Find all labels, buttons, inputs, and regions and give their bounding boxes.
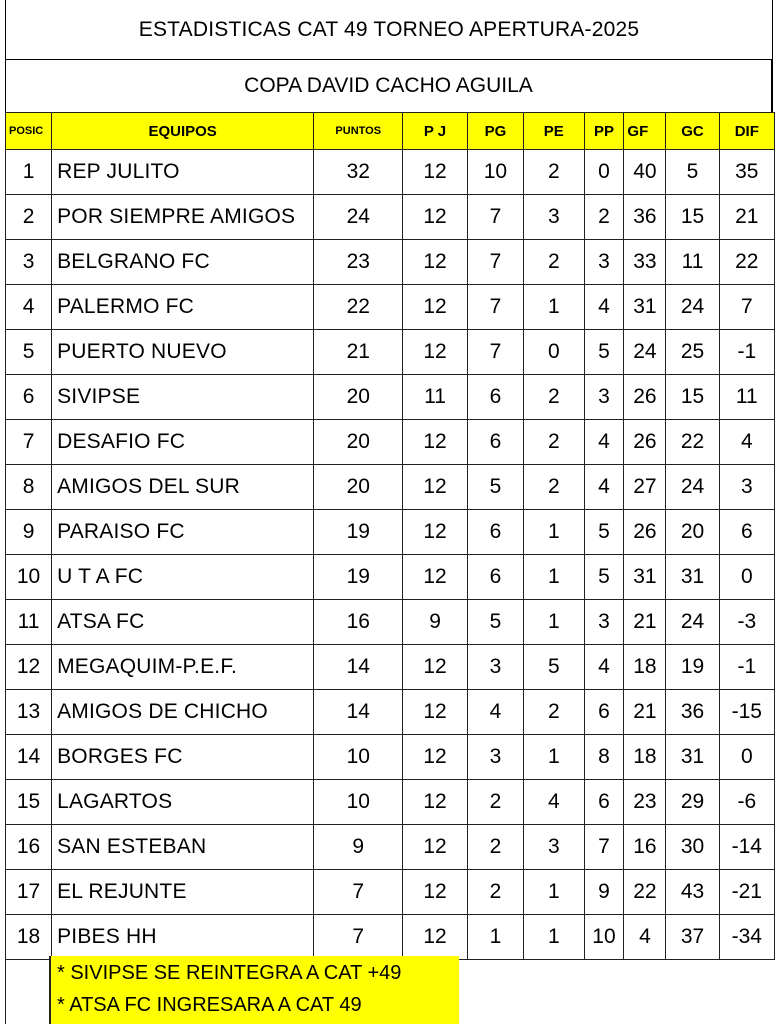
cell-pg: 5 — [467, 600, 523, 645]
standings-table — [5, 112, 775, 960]
cell-pj: 12 — [403, 195, 468, 240]
page-subtitle: COPA DAVID CACHO AGUILA — [5, 60, 773, 112]
cell-pts: 19 — [314, 555, 403, 600]
cell-pts: 20 — [314, 375, 403, 420]
cell-pg: 7 — [467, 195, 523, 240]
cell-gf: 22 — [624, 870, 666, 915]
cell-pts: 7 — [314, 915, 403, 960]
cell-pg: 2 — [467, 780, 523, 825]
cell-pp: 4 — [584, 645, 624, 690]
cell-pos: 9 — [6, 510, 52, 555]
cell-team: POR SIEMPRE AMIGOS — [52, 195, 314, 240]
notes-left-cell — [5, 956, 50, 1024]
cell-gc: 30 — [666, 825, 719, 870]
header-pp: PP — [584, 113, 624, 150]
cell-gf: 27 — [624, 465, 666, 510]
cell-gf: 36 — [624, 195, 666, 240]
cell-pts: 32 — [314, 150, 403, 195]
table-row — [6, 285, 775, 330]
cell-pts: 19 — [314, 510, 403, 555]
table-row — [6, 825, 775, 870]
cell-gc: 24 — [666, 600, 719, 645]
cell-team: U T A FC — [52, 555, 314, 600]
cell-dif: -15 — [719, 690, 774, 735]
cell-pts: 23 — [314, 240, 403, 285]
cell-gf: 18 — [624, 735, 666, 780]
cell-pp: 10 — [584, 915, 624, 960]
cell-gf: 26 — [624, 375, 666, 420]
cell-pos: 18 — [6, 915, 52, 960]
cell-team: EL REJUNTE — [52, 870, 314, 915]
table-row — [6, 735, 775, 780]
cell-pg: 1 — [467, 915, 523, 960]
cell-pg: 3 — [467, 735, 523, 780]
cell-pe: 1 — [524, 510, 584, 555]
cell-pe: 1 — [524, 870, 584, 915]
table-row — [6, 195, 775, 240]
cell-pos: 16 — [6, 825, 52, 870]
cell-dif: 0 — [719, 555, 774, 600]
cell-pj: 12 — [403, 330, 468, 375]
cell-pj: 12 — [403, 780, 468, 825]
cell-dif: 4 — [719, 420, 774, 465]
cell-pj: 9 — [403, 600, 468, 645]
cell-team: PARAISO FC — [52, 510, 314, 555]
cell-pj: 12 — [403, 735, 468, 780]
header-pts: PUNTOS — [314, 113, 403, 150]
cell-pe: 1 — [524, 600, 584, 645]
cell-pe: 0 — [524, 330, 584, 375]
cell-pp: 4 — [584, 285, 624, 330]
cell-gf: 18 — [624, 645, 666, 690]
cell-gc: 11 — [666, 240, 719, 285]
cell-dif: 0 — [719, 735, 774, 780]
cell-pos: 3 — [6, 240, 52, 285]
cell-pp: 0 — [584, 150, 624, 195]
cell-team: SIVIPSE — [52, 375, 314, 420]
cell-gc: 5 — [666, 150, 719, 195]
cell-gc: 29 — [666, 780, 719, 825]
cell-pts: 21 — [314, 330, 403, 375]
header-gc: GC — [666, 113, 719, 150]
cell-pos: 1 — [6, 150, 52, 195]
cell-pos: 7 — [6, 420, 52, 465]
cell-dif: 22 — [719, 240, 774, 285]
cell-pp: 5 — [584, 330, 624, 375]
cell-pos: 4 — [6, 285, 52, 330]
table-row — [6, 510, 775, 555]
cell-pe: 2 — [524, 420, 584, 465]
standings-body — [6, 150, 775, 960]
cell-gf: 4 — [624, 915, 666, 960]
cell-pj: 11 — [403, 375, 468, 420]
cell-pos: 15 — [6, 780, 52, 825]
cell-pe: 2 — [524, 150, 584, 195]
note-sivipse: * SIVIPSE SE REINTEGRA A CAT +49 — [57, 962, 402, 984]
cell-pts: 10 — [314, 780, 403, 825]
cell-pts: 22 — [314, 285, 403, 330]
cell-pos: 8 — [6, 465, 52, 510]
cell-team: PALERMO FC — [52, 285, 314, 330]
cell-pos: 17 — [6, 870, 52, 915]
cell-gc: 24 — [666, 285, 719, 330]
cell-dif: -21 — [719, 870, 774, 915]
table-row — [6, 690, 775, 735]
cell-team: PIBES HH — [52, 915, 314, 960]
cell-gc: 15 — [666, 375, 719, 420]
cell-dif: -6 — [719, 780, 774, 825]
cell-pp: 3 — [584, 600, 624, 645]
cell-pts: 20 — [314, 465, 403, 510]
cell-team: ATSA FC — [52, 600, 314, 645]
cell-pj: 12 — [403, 825, 468, 870]
cell-pe: 5 — [524, 645, 584, 690]
cell-pp: 4 — [584, 465, 624, 510]
header-pg: PG — [467, 113, 523, 150]
cell-gc: 19 — [666, 645, 719, 690]
cell-gf: 26 — [624, 510, 666, 555]
table-row — [6, 240, 775, 285]
cell-team: AMIGOS DEL SUR — [52, 465, 314, 510]
cell-pe: 1 — [524, 735, 584, 780]
cell-pos: 5 — [6, 330, 52, 375]
cell-gf: 23 — [624, 780, 666, 825]
cell-gf: 21 — [624, 690, 666, 735]
cell-team: AMIGOS DE CHICHO — [52, 690, 314, 735]
table-row — [6, 555, 775, 600]
cell-pos: 12 — [6, 645, 52, 690]
cell-pe: 4 — [524, 780, 584, 825]
cell-pp: 5 — [584, 555, 624, 600]
cell-pos: 6 — [6, 375, 52, 420]
cell-gc: 36 — [666, 690, 719, 735]
cell-team: PUERTO NUEVO — [52, 330, 314, 375]
cell-pj: 12 — [403, 915, 468, 960]
cell-dif: 7 — [719, 285, 774, 330]
notes-box — [50, 956, 459, 1024]
cell-gf: 16 — [624, 825, 666, 870]
cell-pj: 12 — [403, 150, 468, 195]
table-row — [6, 915, 775, 960]
cell-pp: 9 — [584, 870, 624, 915]
cell-pp: 6 — [584, 780, 624, 825]
table-row — [6, 420, 775, 465]
table-row — [6, 600, 775, 645]
cell-pj: 12 — [403, 645, 468, 690]
cell-pg: 7 — [467, 285, 523, 330]
cell-pe: 2 — [524, 375, 584, 420]
table-row — [6, 375, 775, 420]
cell-pe: 2 — [524, 240, 584, 285]
cell-pg: 3 — [467, 645, 523, 690]
cell-gf: 33 — [624, 240, 666, 285]
cell-gc: 31 — [666, 555, 719, 600]
cell-pe: 1 — [524, 555, 584, 600]
cell-pj: 12 — [403, 240, 468, 285]
cell-dif: 21 — [719, 195, 774, 240]
cell-gf: 40 — [624, 150, 666, 195]
cell-gc: 37 — [666, 915, 719, 960]
cell-pe: 1 — [524, 915, 584, 960]
cell-pj: 12 — [403, 510, 468, 555]
cell-pp: 6 — [584, 690, 624, 735]
cell-pp: 3 — [584, 240, 624, 285]
cell-gc: 25 — [666, 330, 719, 375]
cell-dif: -3 — [719, 600, 774, 645]
cell-pe: 3 — [524, 195, 584, 240]
cell-pj: 12 — [403, 555, 468, 600]
cell-pts: 24 — [314, 195, 403, 240]
cell-dif: 11 — [719, 375, 774, 420]
cell-pg: 10 — [467, 150, 523, 195]
cell-pts: 16 — [314, 600, 403, 645]
cell-gf: 24 — [624, 330, 666, 375]
header-pos: POSIC — [6, 113, 52, 150]
header-pj: P J — [403, 113, 468, 150]
table-row — [6, 330, 775, 375]
cell-gc: 31 — [666, 735, 719, 780]
cell-gc: 20 — [666, 510, 719, 555]
cell-pp: 8 — [584, 735, 624, 780]
cell-gf: 21 — [624, 600, 666, 645]
table-row — [6, 150, 775, 195]
cell-pg: 2 — [467, 870, 523, 915]
cell-pos: 10 — [6, 555, 52, 600]
cell-pp: 4 — [584, 420, 624, 465]
cell-pg: 2 — [467, 825, 523, 870]
cell-dif: 3 — [719, 465, 774, 510]
cell-gc: 24 — [666, 465, 719, 510]
page-title: ESTADISTICAS CAT 49 TORNEO APERTURA-2025 — [5, 0, 773, 60]
cell-gf: 31 — [624, 285, 666, 330]
cell-dif: -14 — [719, 825, 774, 870]
table-row — [6, 870, 775, 915]
cell-pts: 10 — [314, 735, 403, 780]
header-row — [6, 113, 775, 150]
cell-team: BELGRANO FC — [52, 240, 314, 285]
cell-gf: 31 — [624, 555, 666, 600]
cell-team: REP JULITO — [52, 150, 314, 195]
cell-dif: 35 — [719, 150, 774, 195]
cell-gc: 43 — [666, 870, 719, 915]
cell-team: LAGARTOS — [52, 780, 314, 825]
cell-dif: 6 — [719, 510, 774, 555]
cell-pe: 2 — [524, 465, 584, 510]
cell-pos: 14 — [6, 735, 52, 780]
cell-gf: 26 — [624, 420, 666, 465]
cell-pp: 7 — [584, 825, 624, 870]
cell-pg: 6 — [467, 510, 523, 555]
cell-pts: 9 — [314, 825, 403, 870]
cell-pj: 12 — [403, 690, 468, 735]
cell-pe: 3 — [524, 825, 584, 870]
cell-pts: 14 — [314, 645, 403, 690]
header-team: EQUIPOS — [52, 113, 314, 150]
cell-pp: 2 — [584, 195, 624, 240]
cell-gc: 22 — [666, 420, 719, 465]
table-row — [6, 645, 775, 690]
cell-team: MEGAQUIM-P.E.F. — [52, 645, 314, 690]
cell-dif: -34 — [719, 915, 774, 960]
cell-pg: 4 — [467, 690, 523, 735]
cell-pos: 11 — [6, 600, 52, 645]
cell-pj: 12 — [403, 465, 468, 510]
cell-pg: 6 — [467, 375, 523, 420]
header-pe: PE — [524, 113, 584, 150]
cell-dif: -1 — [719, 645, 774, 690]
cell-pg: 7 — [467, 240, 523, 285]
table-row — [6, 780, 775, 825]
cell-pts: 14 — [314, 690, 403, 735]
cell-pos: 2 — [6, 195, 52, 240]
cell-pts: 7 — [314, 870, 403, 915]
cell-team: BORGES FC — [52, 735, 314, 780]
cell-pg: 6 — [467, 420, 523, 465]
header-gf: GF — [624, 113, 666, 150]
cell-pj: 12 — [403, 870, 468, 915]
cell-pe: 2 — [524, 690, 584, 735]
cell-pos: 13 — [6, 690, 52, 735]
table-row — [6, 465, 775, 510]
cell-pj: 12 — [403, 285, 468, 330]
cell-team: SAN ESTEBAN — [52, 825, 314, 870]
cell-team: DESAFIO FC — [52, 420, 314, 465]
cell-pts: 20 — [314, 420, 403, 465]
header-dif: DIF — [719, 113, 774, 150]
cell-pj: 12 — [403, 420, 468, 465]
cell-pg: 5 — [467, 465, 523, 510]
cell-pg: 7 — [467, 330, 523, 375]
cell-dif: -1 — [719, 330, 774, 375]
cell-pe: 1 — [524, 285, 584, 330]
cell-pp: 5 — [584, 510, 624, 555]
cell-pp: 3 — [584, 375, 624, 420]
cell-gc: 15 — [666, 195, 719, 240]
cell-pg: 6 — [467, 555, 523, 600]
note-atsa: * ATSA FC INGRESARA A CAT 49 — [57, 994, 362, 1016]
